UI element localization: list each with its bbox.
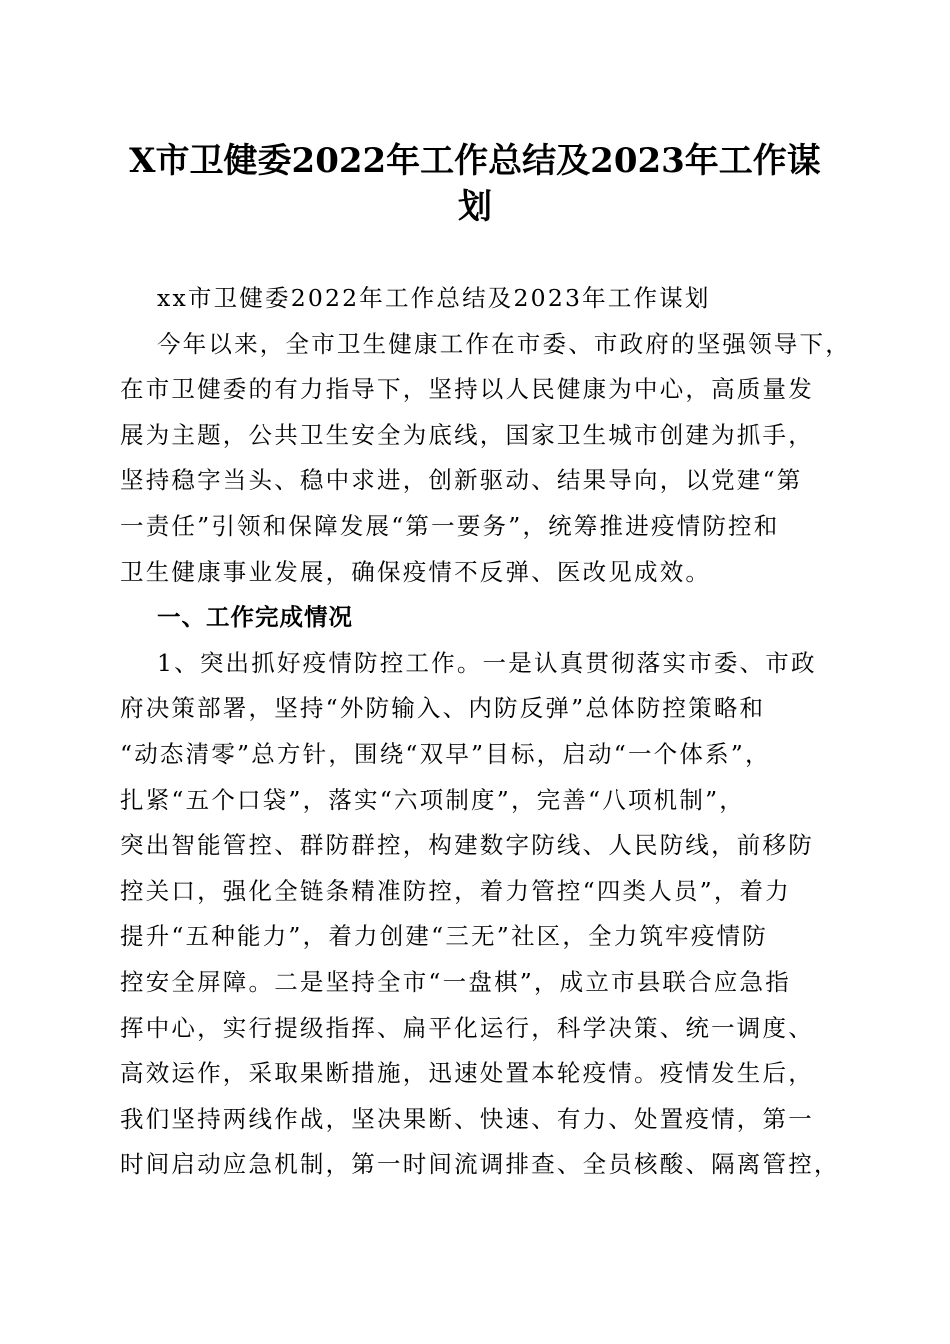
paragraph-line: 今年以来，全市卫生健康工作在市委、市政府的坚强领导下， xyxy=(157,329,851,358)
paragraph-line: 展为主题，公共卫生安全为底线，国家卫生城市创建为抓手， xyxy=(120,420,814,449)
paragraph-line: 坚持稳字当头、稳中求进，创新驱动、结果导向，以党建“第 xyxy=(120,466,803,495)
paragraph-line: 一责任”引领和保障发展“第一要务”，统筹推进疫情防控和 xyxy=(120,511,780,540)
document-subtitle: xx市卫健委2022年工作总结及2023年工作谋划 xyxy=(157,284,711,312)
paragraph-line: 控安全屏障。二是坚持全市“一盘棋”，成立市县联合应急指 xyxy=(120,967,791,996)
paragraph-line: 时间启动应急机制，第一时间流调排查、全员核酸、隔离管控， xyxy=(120,1150,840,1179)
paragraph-line: 挥中心，实行提级指挥、扁平化运行，科学决策、统一调度、 xyxy=(120,1013,814,1042)
paragraph-line: 府决策部署，坚持“外防输入、内防反弹”总体防控策略和 xyxy=(120,694,766,723)
paragraph-line: 1、突出抓好疫情防控工作。一是认真贯彻落实市委、市政 xyxy=(157,648,817,677)
document-title xyxy=(100,138,850,230)
paragraph-line: 高效运作，采取果断措施，迅速处置本轮疫情。疫情发生后， xyxy=(120,1059,814,1088)
paragraph-line: “动态清零”总方针，围绕“双早”目标，启动“一个体系”， xyxy=(120,739,771,768)
paragraph-line: 提升“五种能力”，着力创建“三无”社区，全力筑牢疫情防 xyxy=(120,922,768,951)
paragraph-line: 扎紧“五个口袋”，落实“六项制度”，完善“八项机制”， xyxy=(120,785,745,814)
document-title-line-1: X市卫健委2022年工作总结及2023年工作谋 xyxy=(129,141,821,181)
paragraph-line: 控关口，强化全链条精准防控，着力管控“四类人员”，着力 xyxy=(120,876,791,905)
paragraph-line: 突出智能管控、群防群控，构建数字防线、人民防线，前移防 xyxy=(120,831,814,860)
section-heading: 一、工作完成情况 xyxy=(157,603,353,632)
paragraph-line: 卫生健康事业发展，确保疫情不反弹、医改见成效。 xyxy=(120,557,712,586)
paragraph-line: 在市卫健委的有力指导下，坚持以人民健康为中心，高质量发 xyxy=(120,375,814,404)
paragraph-line: 我们坚持两线作战，坚决果断、快速、有力、处置疫情，第一 xyxy=(120,1104,814,1133)
document-title-line-2: 划 xyxy=(458,187,492,227)
document-body xyxy=(120,276,851,1188)
